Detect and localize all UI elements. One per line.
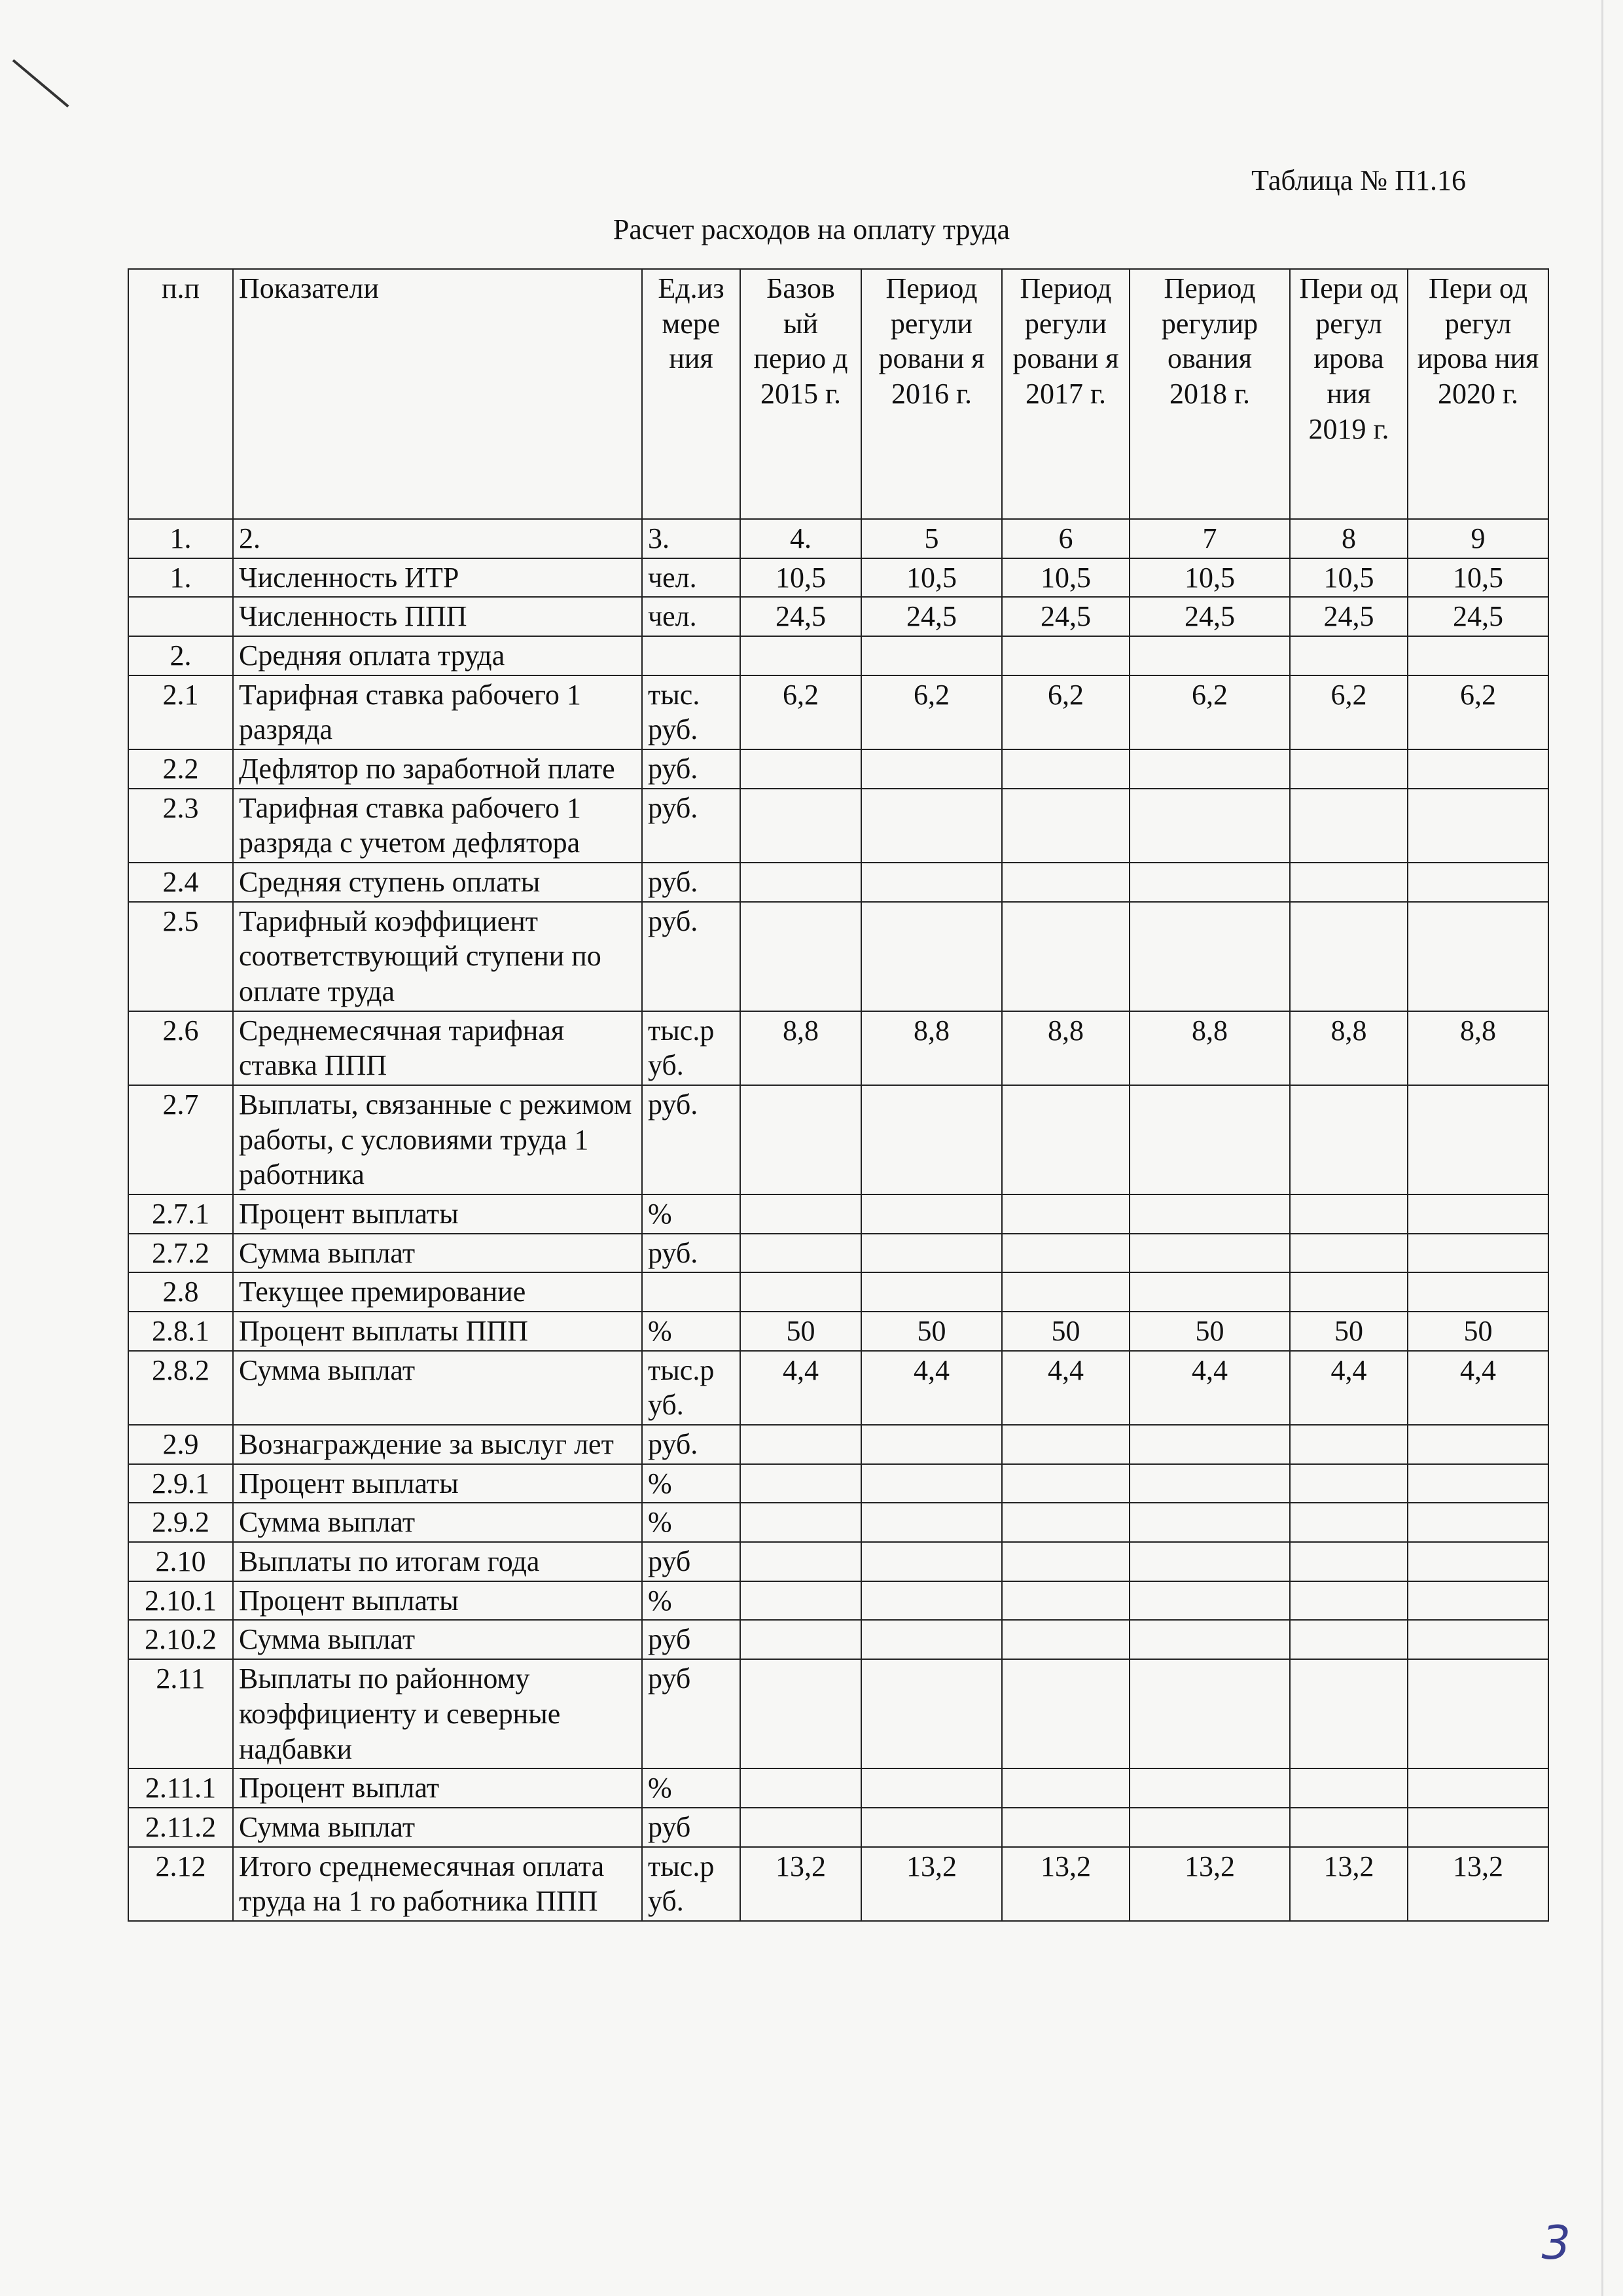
header-pp: п.п [128, 269, 233, 519]
row-unit: % [642, 1768, 740, 1808]
table-row [128, 558, 1548, 598]
row-value [1290, 1542, 1408, 1581]
row-value [1002, 1464, 1130, 1503]
row-indicator: Средняя оплата труда [233, 636, 642, 675]
table-label: Таблица № П1.16 [1251, 164, 1466, 196]
row-unit: руб. [642, 1234, 740, 1273]
row-value: 8,8 [1130, 1011, 1290, 1085]
row-value [1408, 1234, 1548, 1273]
row-value: 6,2 [861, 675, 1002, 749]
header-row [128, 269, 1548, 519]
row-number: 2.6 [128, 1011, 233, 1085]
row-value [1002, 636, 1130, 675]
row-value [1290, 863, 1408, 902]
header-period-2017: Период регули ровани я 2017 г. [1002, 269, 1130, 519]
row-indicator: Текущее премирование [233, 1272, 642, 1312]
table-row [128, 636, 1548, 675]
row-value [1290, 1425, 1408, 1464]
table-row [128, 1351, 1548, 1425]
numbering-cell: 9 [1408, 519, 1548, 558]
row-value: 8,8 [1408, 1011, 1548, 1085]
row-value [740, 1659, 861, 1768]
row-value [1130, 749, 1290, 789]
row-indicator: Процент выплаты [233, 1194, 642, 1234]
row-value [1290, 1768, 1408, 1808]
row-indicator: Итого среднемесячная оплата труда на 1 го работника ППП [233, 1847, 642, 1921]
row-value [1002, 1581, 1130, 1621]
handwritten-page-number: 3 [1541, 2216, 1571, 2270]
row-value [1290, 1085, 1408, 1194]
row-value [1130, 1503, 1290, 1542]
row-unit: % [642, 1194, 740, 1234]
row-number: 2.8.2 [128, 1351, 233, 1425]
row-value [861, 1808, 1002, 1847]
row-number: 2.10.1 [128, 1581, 233, 1621]
row-value [1130, 1425, 1290, 1464]
row-value: 50 [740, 1312, 861, 1351]
row-indicator: Сумма выплат [233, 1351, 642, 1425]
row-unit [642, 1272, 740, 1312]
row-value [1130, 1234, 1290, 1273]
row-value [1130, 1194, 1290, 1234]
row-value [740, 902, 861, 1011]
table-row [128, 1464, 1548, 1503]
row-value: 50 [861, 1312, 1002, 1351]
row-value [1130, 636, 1290, 675]
row-number: 2.7.2 [128, 1234, 233, 1273]
row-indicator: Среднемесячная тарифная ставка ППП [233, 1011, 642, 1085]
row-number: 2.7 [128, 1085, 233, 1194]
row-unit: чел. [642, 597, 740, 636]
row-unit: руб [642, 1659, 740, 1768]
row-indicator: Процент выплаты [233, 1581, 642, 1621]
row-value [1408, 1768, 1548, 1808]
row-value [1290, 902, 1408, 1011]
row-value [861, 1542, 1002, 1581]
header-unit: Ед.из мере ния [642, 269, 740, 519]
row-value [740, 863, 861, 902]
row-number: 2.9.1 [128, 1464, 233, 1503]
row-value: 24,5 [740, 597, 861, 636]
row-value [1002, 1620, 1130, 1659]
row-value [1290, 1272, 1408, 1312]
row-value [861, 1659, 1002, 1768]
row-value [1290, 1808, 1408, 1847]
row-value [861, 1581, 1002, 1621]
row-unit [642, 636, 740, 675]
table-row [128, 1768, 1548, 1808]
row-unit: % [642, 1581, 740, 1621]
row-number [128, 597, 233, 636]
row-value [1002, 1768, 1130, 1808]
row-value [1130, 1272, 1290, 1312]
numbering-cell: 4. [740, 519, 861, 558]
row-value [740, 1808, 861, 1847]
row-number: 2.10 [128, 1542, 233, 1581]
row-value: 24,5 [1130, 597, 1290, 636]
row-number: 2.3 [128, 789, 233, 863]
table-row [128, 1620, 1548, 1659]
row-indicator: Сумма выплат [233, 1503, 642, 1542]
numbering-row [128, 519, 1548, 558]
numbering-cell: 8 [1290, 519, 1408, 558]
header-period-2020: Пери од регул ирова ния 2020 г. [1408, 269, 1548, 519]
row-value: 10,5 [1130, 558, 1290, 598]
table-row [128, 902, 1548, 1011]
header-period-2018: Период регулир ования 2018 г. [1130, 269, 1290, 519]
row-value [861, 1272, 1002, 1312]
row-value [1290, 1503, 1408, 1542]
row-value: 4,4 [1290, 1351, 1408, 1425]
row-value: 50 [1130, 1312, 1290, 1351]
numbering-cell: 3. [642, 519, 740, 558]
row-value [1130, 902, 1290, 1011]
row-value: 24,5 [1408, 597, 1548, 636]
row-value: 13,2 [740, 1847, 861, 1921]
row-value [1130, 1464, 1290, 1503]
row-value: 50 [1290, 1312, 1408, 1351]
row-indicator: Сумма выплат [233, 1808, 642, 1847]
row-value: 10,5 [1002, 558, 1130, 598]
row-value [1408, 1272, 1548, 1312]
table-row [128, 863, 1548, 902]
row-value [1408, 1085, 1548, 1194]
row-unit: руб [642, 1620, 740, 1659]
row-value [861, 1234, 1002, 1273]
row-value [861, 1620, 1002, 1659]
row-number: 2.1 [128, 675, 233, 749]
table-row [128, 1085, 1548, 1194]
numbering-cell: 5 [861, 519, 1002, 558]
row-value [861, 1768, 1002, 1808]
table-row [128, 1312, 1548, 1351]
row-value: 4,4 [1408, 1351, 1548, 1425]
row-value: 13,2 [861, 1847, 1002, 1921]
row-indicator: Тарифная ставка рабочего 1 разряда [233, 675, 642, 749]
row-indicator: Выплаты по районному коэффициенту и северные надбавки [233, 1659, 642, 1768]
row-value [1130, 1085, 1290, 1194]
row-value: 24,5 [1002, 597, 1130, 636]
row-value [740, 1194, 861, 1234]
row-value: 8,8 [861, 1011, 1002, 1085]
row-value [1408, 789, 1548, 863]
row-indicator: Процент выплаты ППП [233, 1312, 642, 1351]
row-indicator: Выплаты, связанные с режимом работы, с условиями труда 1 работника [233, 1085, 642, 1194]
row-value [1130, 1542, 1290, 1581]
row-value [1408, 1542, 1548, 1581]
row-value [740, 1272, 861, 1312]
row-value [1290, 1581, 1408, 1621]
row-number: 2.11.2 [128, 1808, 233, 1847]
row-indicator: Тарифная ставка рабочего 1 разряда с учетом дефлятора [233, 789, 642, 863]
table-row [128, 1659, 1548, 1768]
table-row [128, 1847, 1548, 1921]
row-value [861, 749, 1002, 789]
row-number: 2.2 [128, 749, 233, 789]
row-value: 6,2 [1290, 675, 1408, 749]
row-number: 1. [128, 558, 233, 598]
row-number: 2.4 [128, 863, 233, 902]
row-indicator: Процент выплат [233, 1768, 642, 1808]
row-value [1130, 1659, 1290, 1768]
row-value [1130, 1620, 1290, 1659]
row-value [740, 789, 861, 863]
row-value [1002, 1503, 1130, 1542]
row-unit: руб. [642, 749, 740, 789]
row-value [1002, 1234, 1130, 1273]
row-value: 4,4 [861, 1351, 1002, 1425]
row-unit: руб [642, 1542, 740, 1581]
table-row [128, 1234, 1548, 1273]
table-row [128, 1503, 1548, 1542]
header-period-2016: Период регули ровани я 2016 г. [861, 269, 1002, 519]
row-value: 50 [1408, 1312, 1548, 1351]
row-value: 8,8 [1290, 1011, 1408, 1085]
row-number: 2. [128, 636, 233, 675]
scan-pen-mark [12, 59, 69, 107]
row-value [861, 1503, 1002, 1542]
row-value [1408, 1808, 1548, 1847]
row-unit: тыс.р уб. [642, 1351, 740, 1425]
table-row [128, 1808, 1548, 1847]
row-unit: % [642, 1312, 740, 1351]
row-value [861, 636, 1002, 675]
row-value [861, 1464, 1002, 1503]
row-value: 6,2 [1130, 675, 1290, 749]
row-value [861, 902, 1002, 1011]
row-value [1002, 1425, 1130, 1464]
table-body [128, 519, 1548, 1921]
row-value: 6,2 [1408, 675, 1548, 749]
row-value [1002, 1194, 1130, 1234]
row-unit: руб. [642, 1085, 740, 1194]
row-value [861, 1194, 1002, 1234]
row-value: 10,5 [1408, 558, 1548, 598]
row-indicator: Численность ИТР [233, 558, 642, 598]
row-number: 2.9 [128, 1425, 233, 1464]
row-value [861, 1425, 1002, 1464]
row-value [1002, 1659, 1130, 1768]
row-value: 10,5 [1290, 558, 1408, 598]
row-indicator: Численность ППП [233, 597, 642, 636]
row-value [1002, 749, 1130, 789]
row-value: 6,2 [1002, 675, 1130, 749]
table-row [128, 597, 1548, 636]
row-number: 2.11.1 [128, 1768, 233, 1808]
row-indicator: Тарифный коэффициент соответствующий ступени по оплате труда [233, 902, 642, 1011]
row-value [740, 1581, 861, 1621]
row-indicator: Средняя ступень оплаты [233, 863, 642, 902]
row-value [1130, 1768, 1290, 1808]
row-unit: руб. [642, 902, 740, 1011]
row-value [740, 1503, 861, 1542]
row-value [1002, 789, 1130, 863]
row-value [1408, 1464, 1548, 1503]
row-indicator: Процент выплаты [233, 1464, 642, 1503]
row-value [1002, 1808, 1130, 1847]
row-value: 6,2 [740, 675, 861, 749]
row-value [1290, 1620, 1408, 1659]
row-number: 2.9.2 [128, 1503, 233, 1542]
row-value [861, 789, 1002, 863]
row-value [1002, 902, 1130, 1011]
row-unit: руб. [642, 1425, 740, 1464]
row-value: 4,4 [1130, 1351, 1290, 1425]
header-period-2019: Пери од регул ирова ния 2019 г. [1290, 269, 1408, 519]
numbering-cell: 6 [1002, 519, 1130, 558]
table-row [128, 1272, 1548, 1312]
numbering-cell: 1. [128, 519, 233, 558]
row-value: 10,5 [740, 558, 861, 598]
row-value: 4,4 [740, 1351, 861, 1425]
row-indicator: Выплаты по итогам года [233, 1542, 642, 1581]
numbering-cell: 2. [233, 519, 642, 558]
row-value [1002, 1272, 1130, 1312]
row-value [1290, 749, 1408, 789]
row-unit: % [642, 1503, 740, 1542]
row-value [1290, 1194, 1408, 1234]
row-unit: руб [642, 1808, 740, 1847]
row-value: 13,2 [1290, 1847, 1408, 1921]
table-row [128, 1425, 1548, 1464]
row-value [1408, 902, 1548, 1011]
row-value [1408, 1425, 1548, 1464]
row-value [740, 1464, 861, 1503]
row-number: 2.11 [128, 1659, 233, 1768]
row-value [861, 1085, 1002, 1194]
row-value [740, 636, 861, 675]
table-row [128, 789, 1548, 863]
row-value [740, 1425, 861, 1464]
row-value: 24,5 [1290, 597, 1408, 636]
row-unit: руб. [642, 863, 740, 902]
row-value [1130, 789, 1290, 863]
row-value: 24,5 [861, 597, 1002, 636]
row-number: 2.5 [128, 902, 233, 1011]
table-row [128, 1011, 1548, 1085]
numbering-cell: 7 [1130, 519, 1290, 558]
row-value [1408, 636, 1548, 675]
row-value [1290, 1234, 1408, 1273]
row-value [1408, 749, 1548, 789]
row-unit: тыс.р уб. [642, 1011, 740, 1085]
table-row [128, 675, 1548, 749]
table-row [128, 1581, 1548, 1621]
row-value [1290, 1659, 1408, 1768]
row-value: 8,8 [1002, 1011, 1130, 1085]
row-value [1408, 1581, 1548, 1621]
row-indicator: Сумма выплат [233, 1234, 642, 1273]
labor-cost-table [128, 268, 1549, 1922]
row-unit: тыс.р уб. [642, 1847, 740, 1921]
row-value [1290, 1464, 1408, 1503]
header-period-2015: Базов ый перио д 2015 г. [740, 269, 861, 519]
row-value [1130, 1581, 1290, 1621]
row-value [1408, 863, 1548, 902]
row-value [1002, 1085, 1130, 1194]
row-value [1290, 636, 1408, 675]
row-value [1408, 1503, 1548, 1542]
table-row [128, 749, 1548, 789]
row-value [1002, 1542, 1130, 1581]
row-value [740, 1768, 861, 1808]
row-number: 2.8 [128, 1272, 233, 1312]
header-indicator: Показатели [233, 269, 642, 519]
row-number: 2.7.1 [128, 1194, 233, 1234]
row-value [740, 749, 861, 789]
row-indicator: Дефлятор по заработной плате [233, 749, 642, 789]
row-number: 2.8.1 [128, 1312, 233, 1351]
row-value [1290, 789, 1408, 863]
row-value: 13,2 [1408, 1847, 1548, 1921]
row-indicator: Сумма выплат [233, 1620, 642, 1659]
row-value: 4,4 [1002, 1351, 1130, 1425]
row-value [1130, 863, 1290, 902]
row-unit: % [642, 1464, 740, 1503]
page-edge [1601, 0, 1603, 2296]
row-value: 10,5 [861, 558, 1002, 598]
row-value [740, 1542, 861, 1581]
row-value [1130, 1808, 1290, 1847]
row-value: 50 [1002, 1312, 1130, 1351]
row-value [861, 863, 1002, 902]
table-row [128, 1194, 1548, 1234]
table-row [128, 1542, 1548, 1581]
row-value [1408, 1194, 1548, 1234]
row-value: 13,2 [1130, 1847, 1290, 1921]
row-value [1408, 1659, 1548, 1768]
row-number: 2.10.2 [128, 1620, 233, 1659]
row-value [740, 1620, 861, 1659]
row-value [740, 1234, 861, 1273]
row-unit: руб. [642, 789, 740, 863]
row-value [740, 1085, 861, 1194]
row-value: 13,2 [1002, 1847, 1130, 1921]
row-unit: чел. [642, 558, 740, 598]
row-value [1002, 863, 1130, 902]
row-value: 8,8 [740, 1011, 861, 1085]
document-title: Расчет расходов на оплату труда [613, 213, 1010, 245]
row-number: 2.12 [128, 1847, 233, 1921]
row-value [1408, 1620, 1548, 1659]
row-unit: тыс. руб. [642, 675, 740, 749]
row-indicator: Вознаграждение за выслуг лет [233, 1425, 642, 1464]
